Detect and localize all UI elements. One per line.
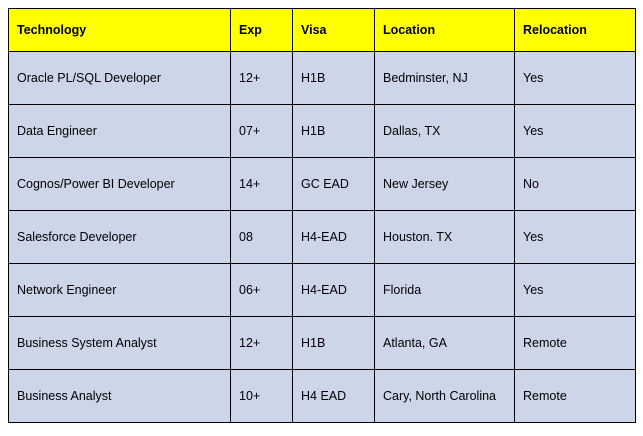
table-row (9, 317, 636, 370)
cell-relocation: Yes (515, 211, 636, 264)
cell-location: Cary, North Carolina (375, 370, 515, 423)
cell-technology: Oracle PL/SQL Developer (9, 52, 231, 105)
column-header-exp: Exp (231, 9, 293, 52)
cell-relocation: No (515, 158, 636, 211)
cell-location: New Jersey (375, 158, 515, 211)
table-row (9, 211, 636, 264)
cell-technology: Salesforce Developer (9, 211, 231, 264)
column-header-visa: Visa (293, 9, 375, 52)
cell-visa: H4-EAD (293, 211, 375, 264)
table-header-row (9, 9, 636, 52)
cell-visa: H1B (293, 52, 375, 105)
cell-exp: 12+ (231, 317, 293, 370)
cell-exp: 08 (231, 211, 293, 264)
table-row (9, 52, 636, 105)
cell-relocation: Yes (515, 52, 636, 105)
cell-visa: H1B (293, 317, 375, 370)
cell-exp: 06+ (231, 264, 293, 317)
cell-exp: 14+ (231, 158, 293, 211)
table-row (9, 370, 636, 423)
candidates-table (8, 8, 636, 423)
table-row (9, 264, 636, 317)
table-row (9, 105, 636, 158)
cell-visa: H4 EAD (293, 370, 375, 423)
column-header-technology: Technology (9, 9, 231, 52)
column-header-relocation: Relocation (515, 9, 636, 52)
cell-visa: H1B (293, 105, 375, 158)
cell-technology: Business Analyst (9, 370, 231, 423)
column-header-location: Location (375, 9, 515, 52)
cell-relocation: Remote (515, 317, 636, 370)
cell-visa: H4-EAD (293, 264, 375, 317)
cell-location: Dallas, TX (375, 105, 515, 158)
cell-relocation: Remote (515, 370, 636, 423)
cell-location: Atlanta, GA (375, 317, 515, 370)
cell-technology: Data Engineer (9, 105, 231, 158)
cell-location: Houston. TX (375, 211, 515, 264)
cell-exp: 12+ (231, 52, 293, 105)
cell-technology: Network Engineer (9, 264, 231, 317)
cell-relocation: Yes (515, 105, 636, 158)
cell-visa: GC EAD (293, 158, 375, 211)
cell-technology: Business System Analyst (9, 317, 231, 370)
cell-location: Bedminster, NJ (375, 52, 515, 105)
cell-relocation: Yes (515, 264, 636, 317)
cell-exp: 07+ (231, 105, 293, 158)
cell-technology: Cognos/Power BI Developer (9, 158, 231, 211)
cell-location: Florida (375, 264, 515, 317)
table-row (9, 158, 636, 211)
cell-exp: 10+ (231, 370, 293, 423)
